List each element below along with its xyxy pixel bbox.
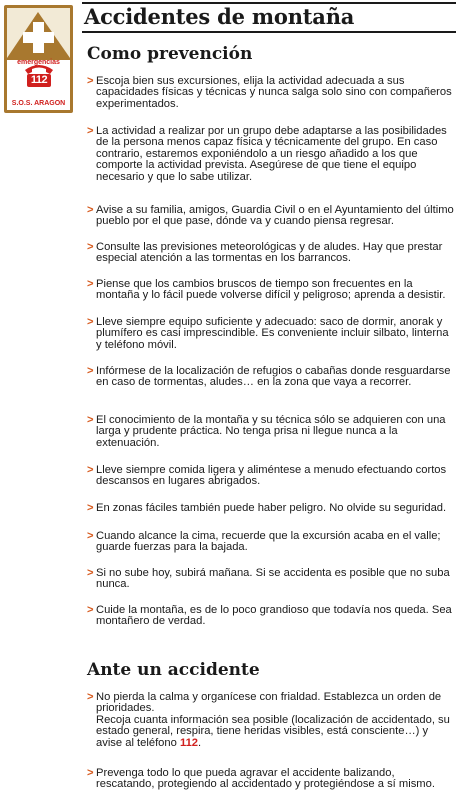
- list-item: > No pierda la calma y organícese con frialdad. Establezca un orden de prioridades. Recoja cuanta información sea posible (localización de accidentado, su estado general, respira, tiene heridas visibles, está consciente…) y avise al teléfono 112.: [87, 691, 450, 749]
- mountain-cross-emblem: [7, 8, 70, 58]
- list-item: > Prevenga todo lo que pueda agravar el accidente balizando, rescatando, protegiendo al accidentado y protegiéndose a sí mismo.: [87, 767, 435, 791]
- list-item: > Piense que los cambios bruscos de tiempo son frecuentes en la montaña y lo fácil puede volverse difícil y peligroso; aprenda a desistir.: [87, 278, 446, 302]
- emergency-badge: [7, 60, 70, 110]
- sos-aragon-logo: [4, 5, 73, 113]
- arrow-bullet-icon: >: [87, 767, 94, 779]
- list-item: > Consulte las previsiones meteorológicas y de aludes. Hay que prestar especial atención a las tormentas en los barrancos.: [87, 241, 443, 265]
- sos-aragon-label: S.O.S. ARAGON: [11, 100, 66, 107]
- section-heading-prevention: Como prevención: [87, 44, 253, 64]
- list-item: > Lleve siempre comida ligera y aliméntese a menudo efectuando cortos descansos en lugares abrigados.: [87, 464, 447, 488]
- title-rule: [82, 31, 456, 33]
- arrow-bullet-icon: >: [87, 278, 94, 290]
- arrow-bullet-icon: >: [87, 241, 94, 253]
- arrow-bullet-icon: >: [87, 316, 94, 328]
- list-item: > La actividad a realizar por un grupo debe adaptarse a las posibilidades de la persona menos capaz física y técnicamente del grupo. En caso contrario, estaremos exponiéndolo a un riesgo añadido a los que comporte la actividad prevista. Asegúrese de que tiene el equipo necesario y que lo sabe utilizar.: [87, 125, 447, 183]
- arrow-bullet-icon: >: [87, 75, 94, 87]
- list-item: > En zonas fáciles también puede haber peligro. No olvide su seguridad.: [87, 502, 447, 514]
- arrow-bullet-icon: >: [87, 464, 94, 476]
- emergency-number: 112: [30, 74, 48, 86]
- emergency-phone-number: 112: [179, 736, 199, 749]
- mountain-cross-icon: [7, 8, 70, 58]
- list-item: > El conocimiento de la montaña y su técnica sólo se adquieren con una larga y prudente práctica. No tenga prisa ni llegue nunca a la extenuación.: [87, 414, 446, 449]
- list-item: > Lleve siempre equipo suficiente y adecuado: saco de dormir, anorak y plumífero es casi imprescindible. Es conveniente incluir silbato, linterna y teléfono móvil.: [87, 316, 449, 351]
- arrow-bullet-icon: >: [87, 502, 94, 514]
- arrow-bullet-icon: >: [87, 530, 94, 542]
- arrow-bullet-icon: >: [87, 567, 94, 579]
- arrow-bullet-icon: >: [87, 604, 94, 616]
- emergencias-label: emergencias: [17, 59, 60, 66]
- list-item: > Cuide la montaña, es de lo poco grandioso que todavía nos queda. Sea montañero de verdad.: [87, 604, 452, 628]
- list-item: > Si no sube hoy, subirá mañana. Si se accidenta es posible que no suba nunca.: [87, 567, 450, 591]
- arrow-bullet-icon: >: [87, 414, 94, 426]
- list-item: > Infórmese de la localización de refugios o cabañas donde resguardarse en caso de tormentas, aludes… en la zona que vaya a recorrer.: [87, 365, 451, 389]
- list-item: > Avise a su familia, amigos, Guardia Civil o en el Ayuntamiento del último pueblo por el que pase, dónde va y cuando piensa regresar.: [87, 204, 454, 228]
- arrow-bullet-icon: >: [87, 204, 94, 216]
- list-item: > Escoja bien sus excursiones, elija la actividad adecuada a sus capacidades físicas y técnicas y nunca salga solo sino con compañeros experimentados.: [87, 75, 452, 110]
- arrow-bullet-icon: >: [87, 125, 94, 137]
- arrow-bullet-icon: >: [87, 691, 94, 703]
- list-item: > Cuando alcance la cima, recuerde que la excursión acaba en el valle; guarde fuerzas para la bajada.: [87, 530, 441, 554]
- page-title: Accidentes de montaña: [84, 4, 355, 29]
- arrow-bullet-icon: >: [87, 365, 94, 377]
- section-heading-accident: Ante un accidente: [87, 660, 260, 680]
